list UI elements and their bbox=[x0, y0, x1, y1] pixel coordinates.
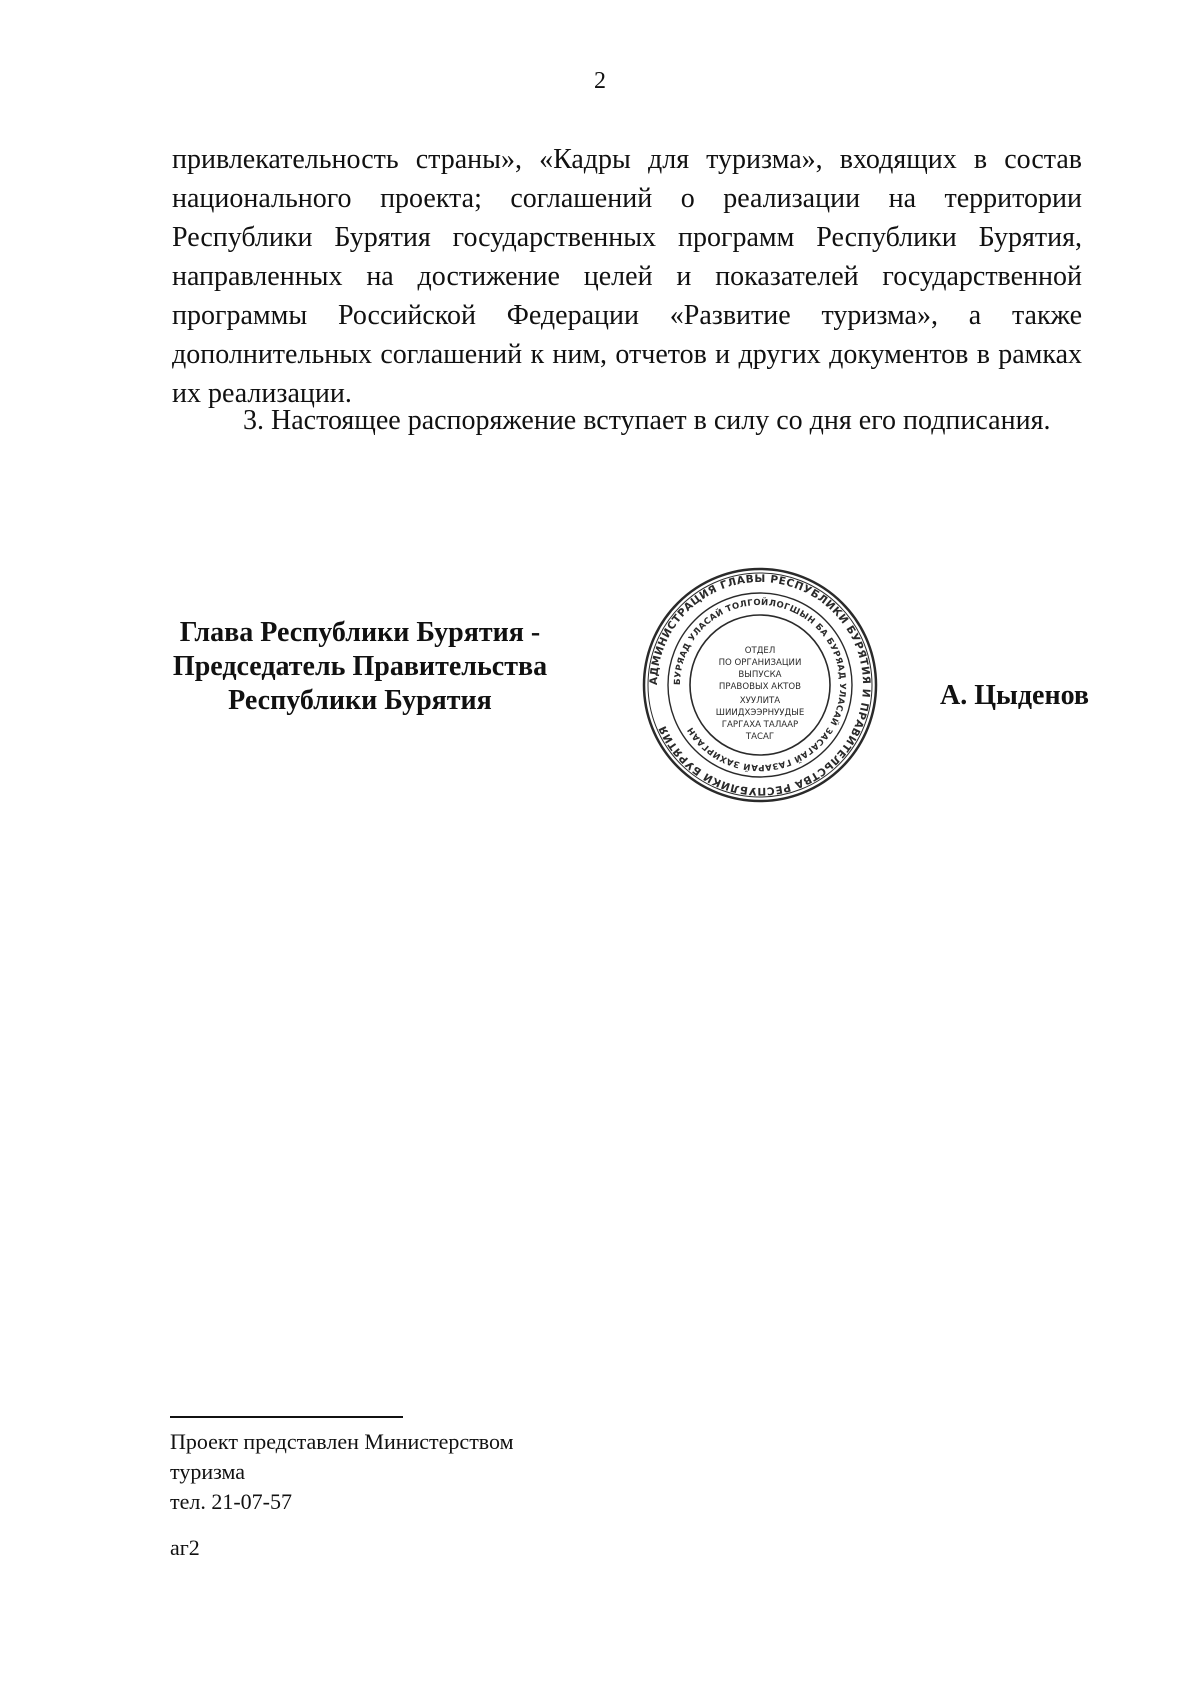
signer-title-line-2: Председатель Правительства bbox=[172, 651, 548, 682]
footnote-line-1: Проект представлен Министерством bbox=[170, 1429, 514, 1454]
official-seal-stamp bbox=[640, 565, 880, 805]
seal-outer-text: АДМИНИСТРАЦИЯ ГЛАВЫ РЕСПУБЛИКИ БУРЯТИЯ И ПРАВИТЕЛЬСТВА РЕСПУБЛИКИ БУРЯТИЯ bbox=[647, 572, 873, 798]
seal-center-line-8: ТАСАГ bbox=[745, 732, 775, 742]
page-number: 2 bbox=[594, 68, 606, 94]
seal-inner-ring-text: БУРЯАД УЛАСАЙ ТОЛГОЙЛОГШЫН БА БУРЯАД УЛАСАЙ ЗАСАГАЙ ГАЗАРАЙ ЗАХИРГААН bbox=[672, 597, 848, 773]
seal-center-line-1: ОТДЕЛ bbox=[744, 646, 776, 656]
footnote bbox=[170, 1427, 514, 1517]
document-code: аг2 bbox=[170, 1535, 200, 1560]
seal-center-line-4: ПРАВОВЫХ АКТОВ bbox=[718, 682, 802, 692]
signer-title-line-1: Глава Республики Бурятия - bbox=[179, 617, 541, 648]
seal-center-line-2: ПО ОРГАНИЗАЦИИ bbox=[718, 658, 802, 668]
seal-center-line-5: ХУУЛИТА bbox=[739, 696, 781, 706]
footnote-divider bbox=[170, 1416, 403, 1418]
clause-3: 3. Настоящее распоряжение вступает в силу со дня его подписания. bbox=[243, 405, 1051, 436]
seal-center-line-7: ГАРГАХА ТАЛААР bbox=[721, 720, 799, 730]
signer-title-line-3: Республики Бурятия bbox=[228, 685, 492, 716]
footnote-line-2: туризма bbox=[170, 1459, 246, 1484]
footnote-line-3: тел. 21-07-57 bbox=[170, 1489, 293, 1514]
signer-name: А. Цыденов bbox=[940, 680, 1090, 711]
seal-center-line-3: ВЫПУСКА bbox=[738, 670, 782, 680]
body-paragraph: привлекательность страны», «Кадры для туризма», входящих в состав национального проекта; соглашений о реализации на территории Республики Бурятия государственных программ Республики Бурятия, направленных на достижение целей и показателей государственной программы Российской Федерации «Развитие туризма», а также дополнительных соглашений к ним, отчетов и других документов в рамках их реализации. bbox=[172, 144, 1082, 409]
signer-title bbox=[160, 616, 560, 718]
seal-center-line-6: ШИИДХЭЭРНУУДЫЕ bbox=[715, 708, 805, 718]
